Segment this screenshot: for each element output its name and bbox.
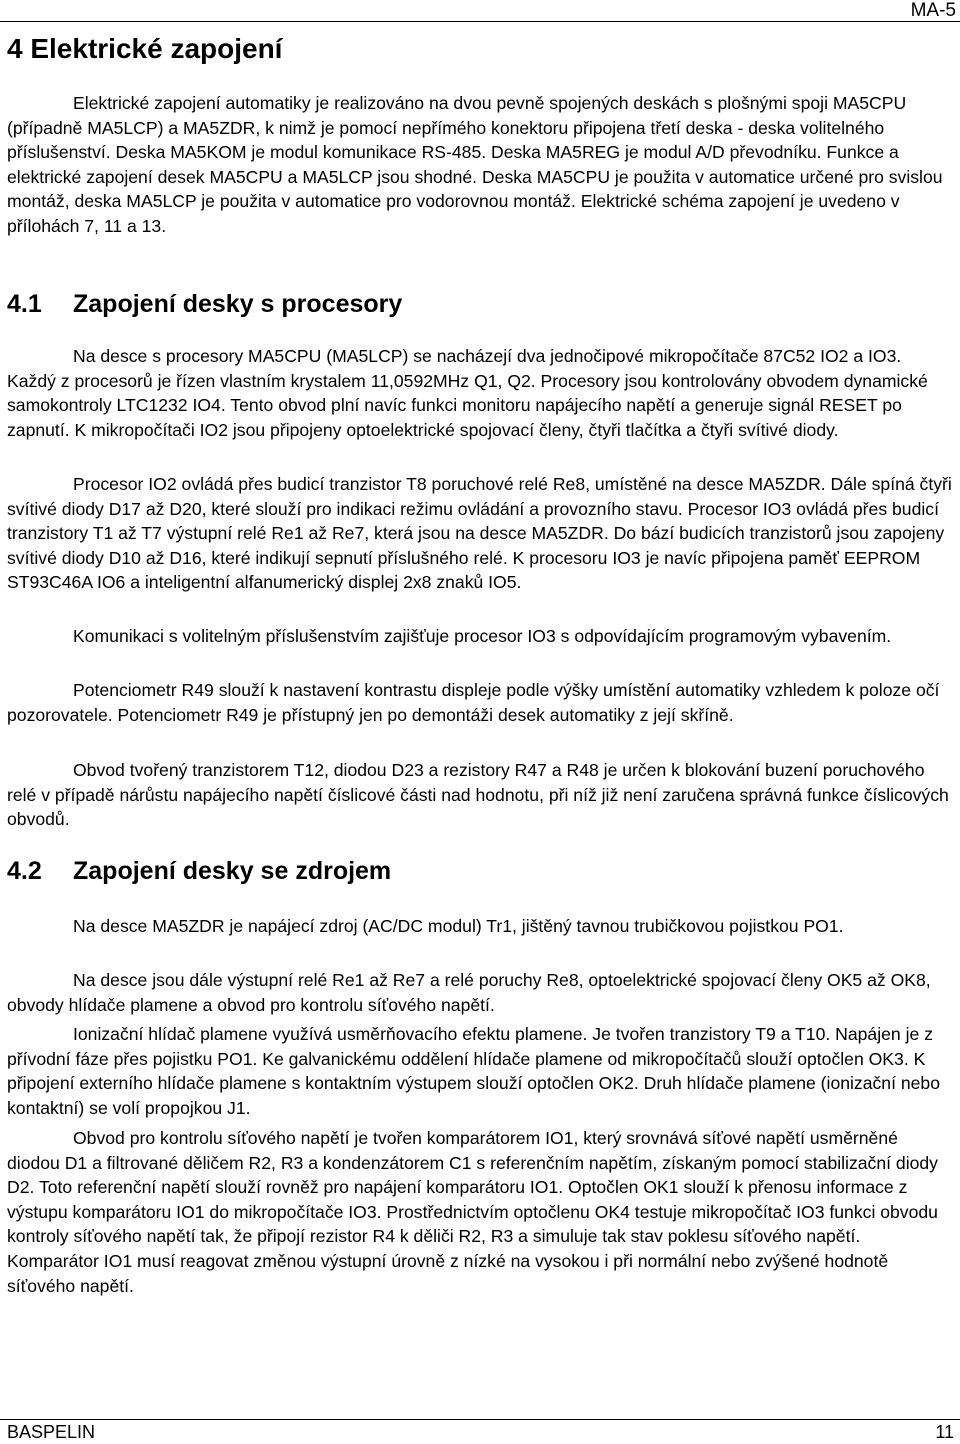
paragraph: Potenciometr R49 slouží k nastavení kontrastu displeje podle výšky umístění automatiky vzhledem k poloze očí pozorovatele. Potenciometr R49 je přístupný jen po demontáži desek automatiky z její skříně. xyxy=(7,680,940,725)
footer-rule xyxy=(0,1419,960,1420)
section-number: 4.2 xyxy=(7,857,42,885)
footer-page-number: 11 xyxy=(935,1422,954,1442)
intro-paragraph: Elektrické zapojení automatiky je realizováno na dvou pevně spojených deskách s plošnými spoji MA5CPU (případně MA5LCP) a MA5ZDR, k nimž je pomocí nepřímého konektoru připojena třetí deska - deska volitelného příslušenství. Deska MA5KOM je modul komunikace RS-485. Deska MA5REG je modul A/D převodníku. Funkce a elektrické zapojení desek MA5CPU a MA5LCP jsou shodné. Deska MA5CPU je použita v automatice určené pro svislou montáž, deska MA5LCP je použita v automatice pro vodorovnou montáž. Elektrické schéma zapojení je uvedeno v přílohách 7, 11 a 13. xyxy=(7,93,943,236)
header-rule xyxy=(0,21,960,22)
section-title: Zapojení desky s procesory xyxy=(73,290,403,318)
paragraph: Na desce MA5ZDR je napájecí zdroj (AC/DC modul) Tr1, jištěný tavnou trubičkovou pojistkou PO1. xyxy=(73,916,844,936)
paragraph: Obvod pro kontrolu síťového napětí je tvořen komparátorem IO1, který srovnává síťové napětí usměrněné diodou D1 a filtrované děličem R2, R3 a kondenzátorem C1 s referenčním napětím, získaným pomocí stabilizační diody D2. Toto referenční napětí slouží rovněž pro napájení komparátoru IO1. Optočlen OK1 slouží k přenosu informace z výstupu komparátoru IO1 do mikropočítače IO3. Prostřednictvím optočlenu OK4 testuje mikropočítač IO3 funkci obvodu kontroly síťového napětí tak, že připojí rezistor R4 k děliči R2, R3 a simuluje tak stav poklesu síťového napětí. Komparátor IO1 musí reagovat změnou výstupní úrovně z nízké na vysokou i při normální nebo zvýšené hodnotě síťového napětí. xyxy=(7,1128,938,1296)
paragraph: Na desce jsou dále výstupní relé Re1 až Re7 a relé poruchy Re8, optoelektrické spojovací členy OK5 až OK8, obvody hlídače plamene a obvod pro kontrolu síťového napětí. xyxy=(7,970,931,1015)
section-heading-4-1 xyxy=(7,289,402,319)
paragraph: Na desce s procesory MA5CPU (MA5LCP) se nacházejí dva jednočipové mikropočítače 87C52 IO2 a IO3. Každý z procesorů je řízen vlastním krystalem 11,0592MHz Q1, Q2. Procesory jsou kontrolovány obvodem dynamické samokontroly LTC1232 IO4. Tento obvod plní navíc funkci monitoru napájecího napětí a generuje signál RESET po zapnutí. K mikropočítači IO2 jsou připojeny optoelektrické spojovací členy, čtyři tlačítka a čtyři svítivé diody. xyxy=(7,346,928,440)
paragraph: Ionizační hlídač plamene využívá usměrňovacího efektu plamene. Je tvořen tranzistory T9 a T10. Napájen je z přívodní fáze přes pojistku PO1. Ke galvanickému oddělení hlídače plamene od mikropočítačů slouží optočlen OK3. K připojení externího hlídače plamene s kontaktním výstupem slouží optočlen OK2. Druh hlídače plamene (ionizační nebo kontaktní) se volí propojkou J1. xyxy=(7,1024,941,1118)
section-number: 4.1 xyxy=(7,290,42,318)
paragraph: Komunikaci s volitelným příslušenstvím zajišťuje procesor IO3 s odpovídajícím programovým vybavením. xyxy=(73,626,892,646)
section-heading-4-2 xyxy=(7,856,391,886)
paragraph: Procesor IO2 ovládá přes budicí tranzistor T8 poruchové relé Re8, umístěné na desce MA5ZDR. Dále spíná čtyři svítivé diody D17 až D20, které slouží pro indikaci režimu ovládání a provozního stavu. Procesor IO3 ovládá přes budicí tranzistory T1 až T7 výstupní relé Re1 až Re7, která jsou na desce MA5ZDR. Do bází budicích tranzistorů jsou zapojeny svítivé diody D10 až D16, které indikují sepnutí příslušného relé. K procesoru IO3 je navíc připojena paměť EEPROM ST93C46A IO6 a inteligentní alfanumerický displej 2x8 znaků IO5. xyxy=(7,474,952,593)
header-page-code: MA-5 xyxy=(910,0,956,21)
paragraph: Obvod tvořený tranzistorem T12, diodou D23 a rezistory R47 a R48 je určen k blokování buzení poruchového relé v případě nárůstu napájecího napětí číslicové části nad hodnotu, při níž již není zaručena správná funkce číslicových obvodů. xyxy=(7,760,949,830)
footer-company: BASPELIN xyxy=(7,1422,96,1442)
chapter-title: 4 Elektrické zapojení xyxy=(7,33,283,64)
section-title: Zapojení desky se zdrojem xyxy=(73,857,392,885)
